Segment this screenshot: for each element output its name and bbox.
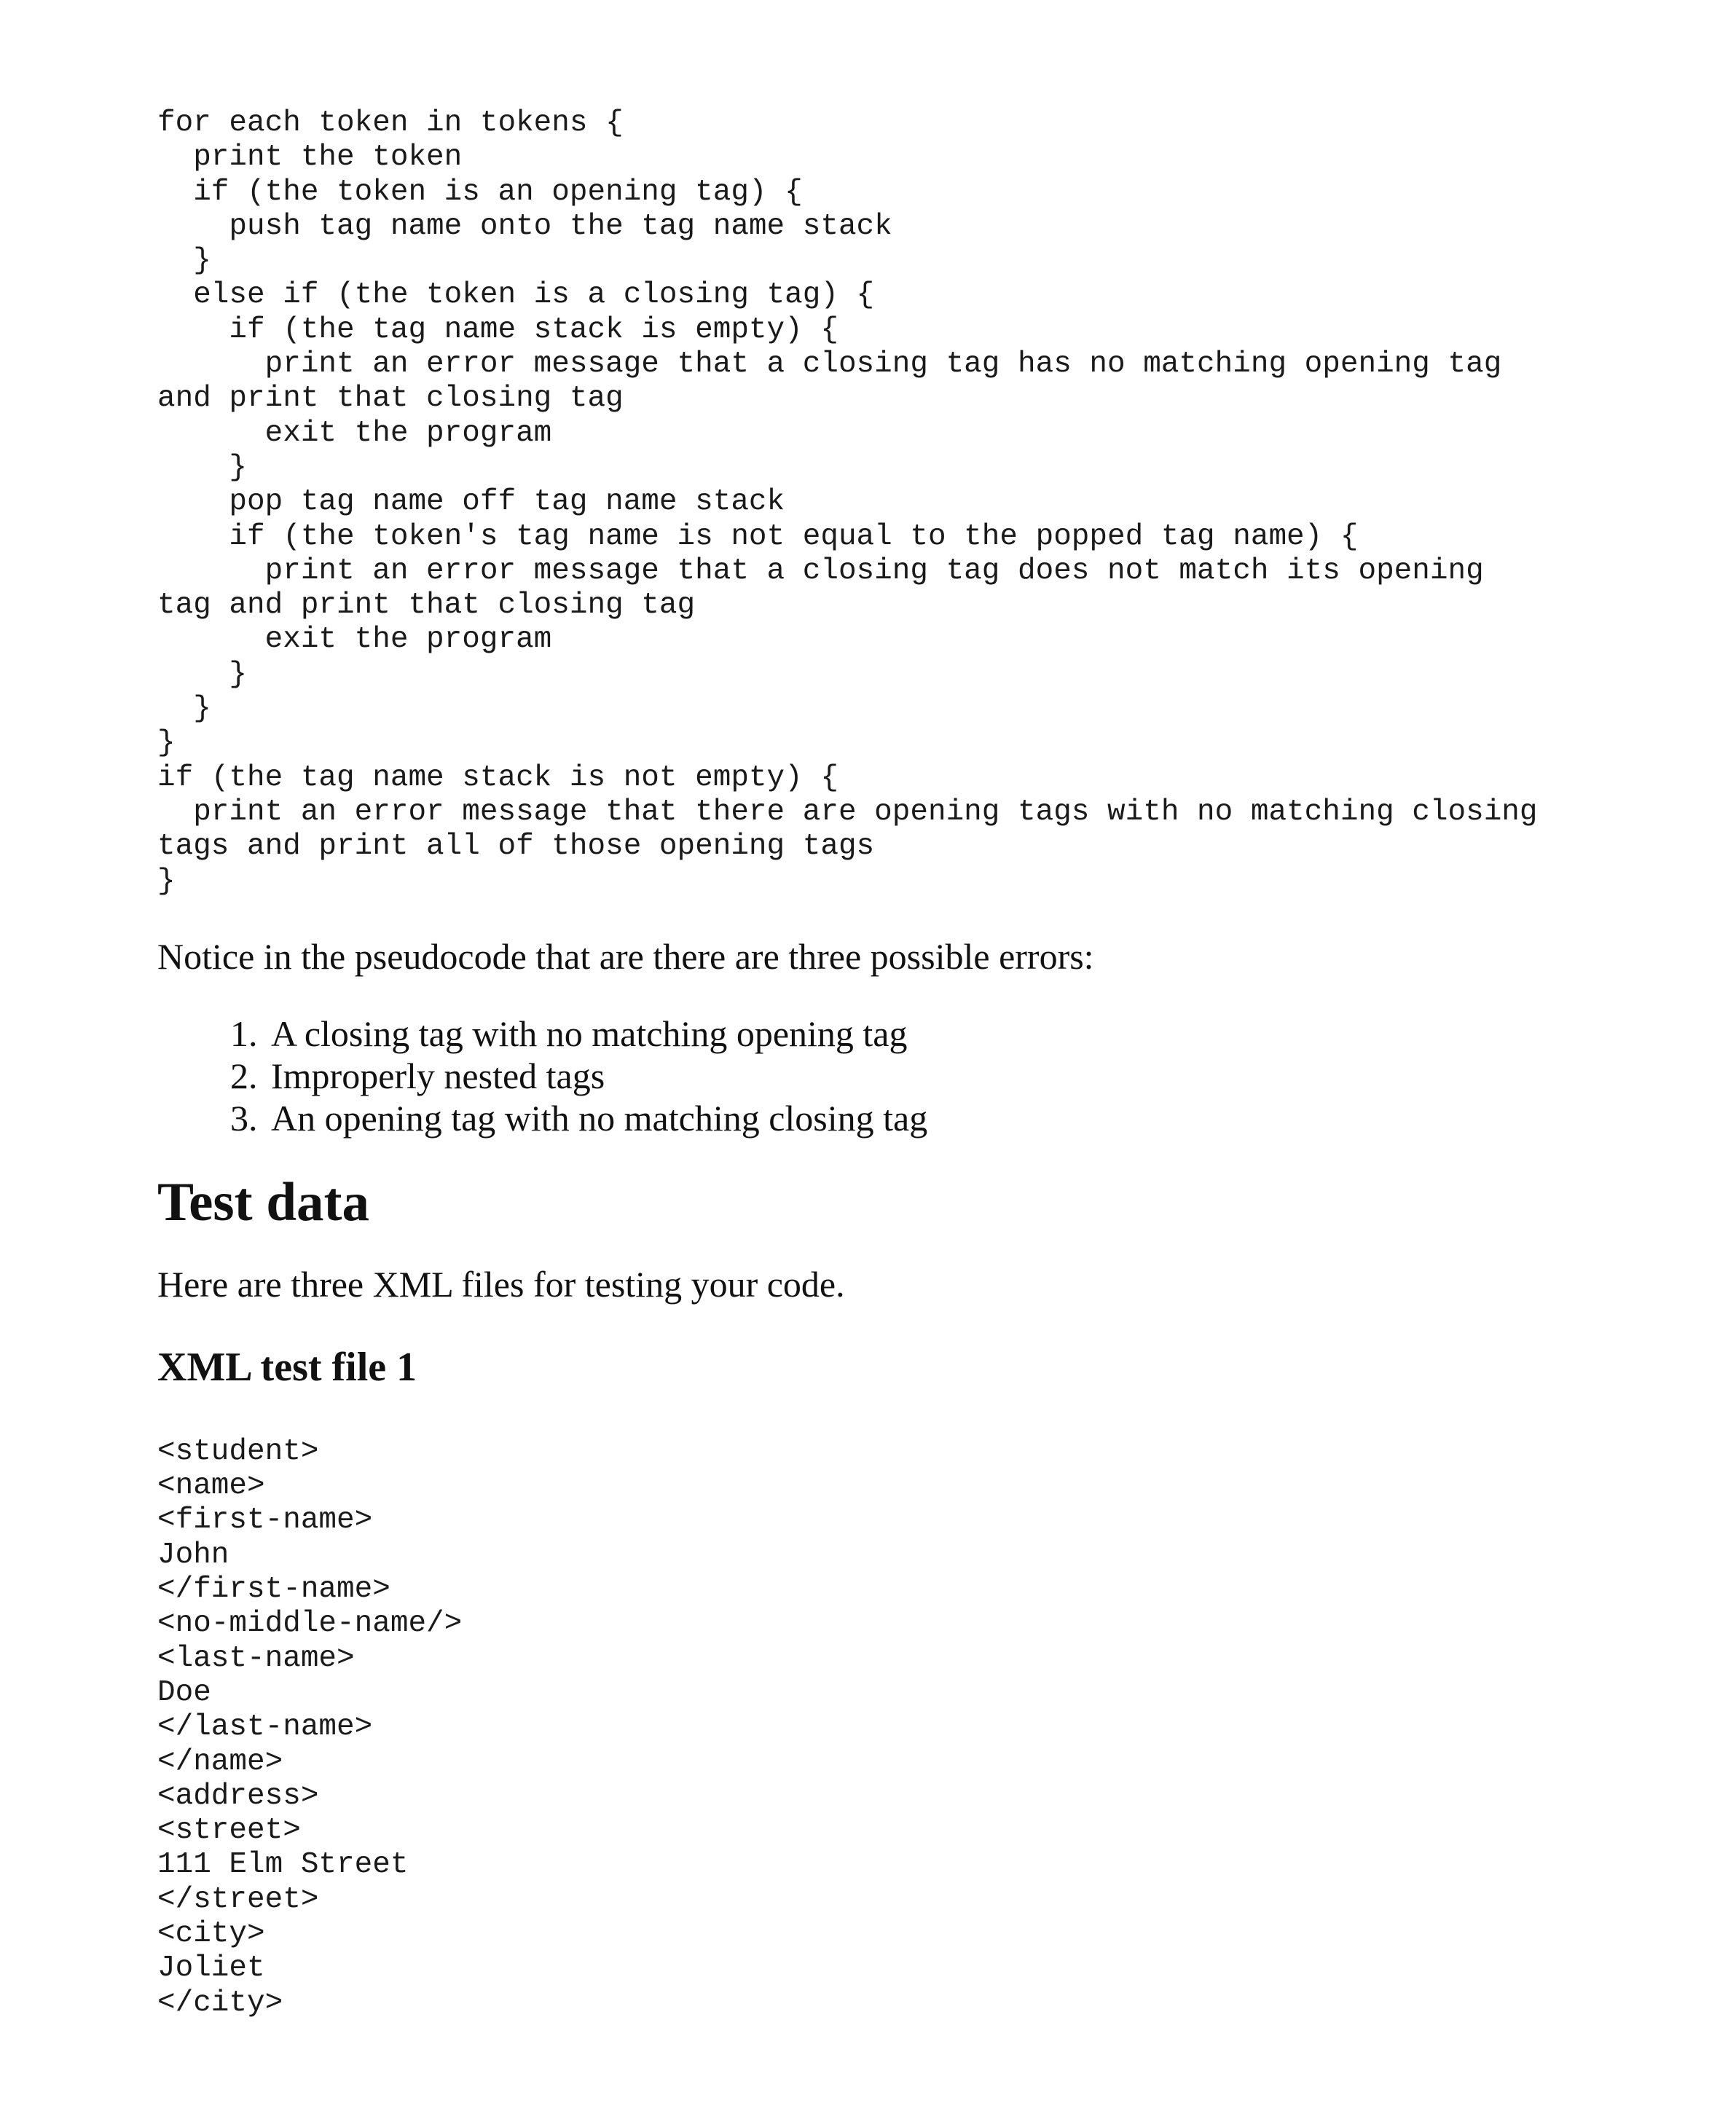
- xml-line: <last-name>: [157, 1641, 355, 1675]
- section-heading: Test data: [157, 1171, 370, 1232]
- xml-line: </first-name>: [157, 1573, 390, 1607]
- intro-paragraph: Here are three XML files for testing your code.: [157, 1263, 845, 1305]
- code-line: for each token in tokens {: [157, 106, 624, 140]
- notice-paragraph: Notice in the pseudocode that are there are three possible errors:: [157, 935, 1094, 977]
- xml-line: <name>: [157, 1469, 265, 1503]
- code-line: tags and print all of those opening tags: [157, 830, 875, 864]
- code-line: if (the tag name stack is not empty) {: [157, 760, 838, 795]
- xml-line: John: [157, 1538, 229, 1572]
- xml-line: Joliet: [157, 1951, 265, 1986]
- code-line: pop tag name off tag name stack: [157, 485, 785, 519]
- xml-line: <address>: [157, 1779, 319, 1813]
- xml-code-block: [157, 1435, 1614, 2021]
- xml-line: </street>: [157, 1882, 319, 1916]
- error-list-item: 2. Improperly nested tags: [267, 1055, 1614, 1097]
- subsection-heading: XML test file 1: [157, 1344, 417, 1390]
- code-line: if (the tag name stack is empty) {: [157, 312, 838, 347]
- code-line: print the token: [157, 141, 463, 175]
- code-line: }: [157, 692, 211, 726]
- code-line: print an error message that a closing tag does not match its opening: [157, 554, 1484, 588]
- code-line: print an error message that a closing tag has no matching opening tag: [157, 347, 1502, 382]
- code-line: exit the program: [157, 623, 552, 657]
- code-line: push tag name onto the tag name stack: [157, 209, 892, 243]
- code-line: else if (the token is a closing tag) {: [157, 278, 875, 312]
- document-page: [157, 106, 1614, 2021]
- xml-line: <student>: [157, 1434, 319, 1469]
- code-line: print an error message that there are opening tags with no matching closing: [157, 795, 1538, 829]
- xml-line: </name>: [157, 1745, 283, 1779]
- code-line: if (the token's tag name is not equal to the popped tag name) {: [157, 519, 1359, 554]
- code-line: tag and print that closing tag: [157, 589, 696, 623]
- code-line: }: [157, 726, 176, 760]
- code-line: exit the program: [157, 416, 552, 450]
- xml-line: 111 Elm Street: [157, 1848, 409, 1882]
- code-line: }: [157, 657, 248, 691]
- code-line: and print that closing tag: [157, 382, 624, 416]
- xml-line: <first-name>: [157, 1503, 373, 1538]
- xml-line: </city>: [157, 1986, 283, 2020]
- code-line: }: [157, 244, 211, 278]
- xml-line: <no-middle-name/>: [157, 1607, 463, 1641]
- xml-line: <street>: [157, 1814, 301, 1848]
- error-list: [157, 1013, 1614, 1139]
- error-list-item: 1. A closing tag with no matching opening tag: [267, 1013, 1614, 1055]
- xml-line: </last-name>: [157, 1710, 373, 1745]
- xml-line: Doe: [157, 1675, 211, 1710]
- code-line: }: [157, 450, 248, 484]
- error-list-item: 3. An opening tag with no matching closing tag: [267, 1097, 1614, 1139]
- code-line: }: [157, 864, 176, 898]
- code-line: if (the token is an opening tag) {: [157, 175, 803, 209]
- pseudocode-block: [157, 106, 1614, 899]
- xml-line: <city>: [157, 1916, 265, 1951]
